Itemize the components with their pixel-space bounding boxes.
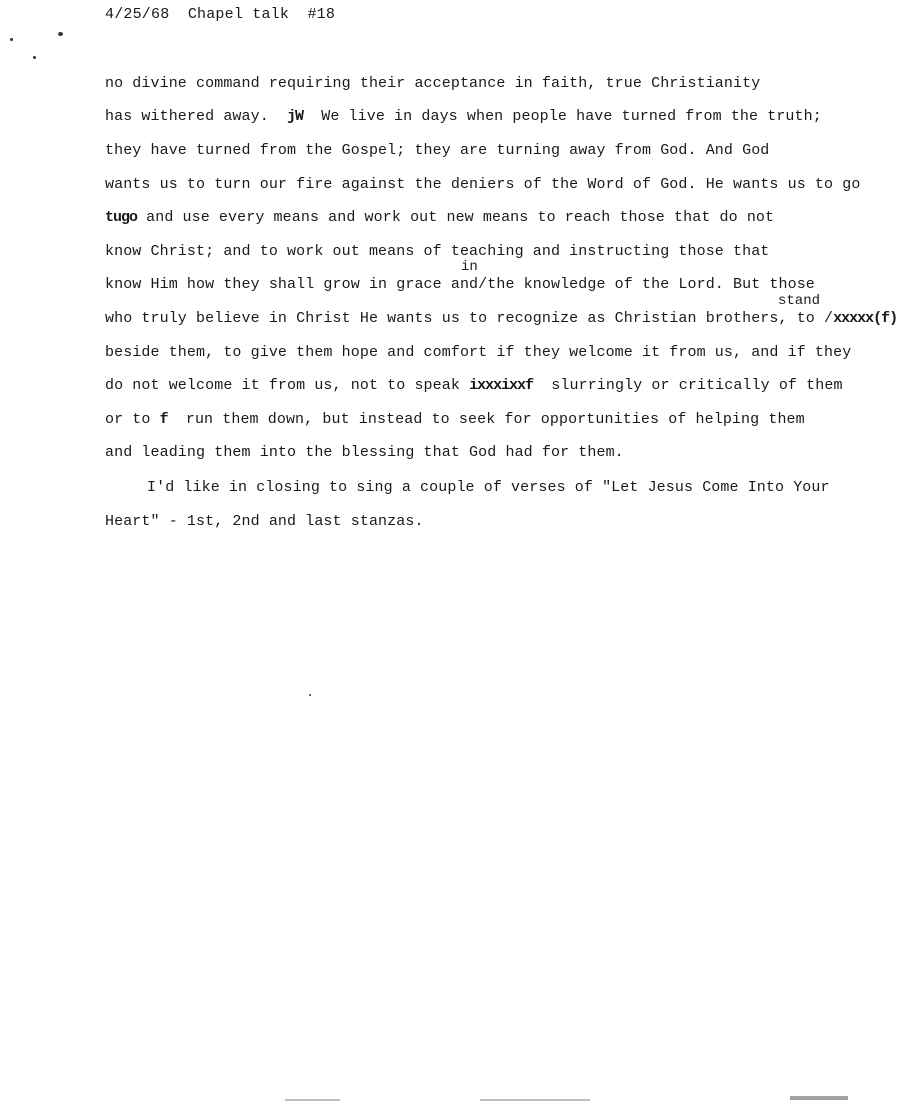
strikeover-text: ixxxixxf: [469, 377, 534, 394]
strikeover-text: jW: [287, 108, 304, 125]
body-line: no divine command requiring their acceptance in faith, true Christianity: [105, 75, 761, 92]
strikeover-text: xxxxx(f): [833, 310, 897, 327]
scan-speck: [33, 56, 36, 59]
body-line: know Him how they shall grow in grace and/the knowledge of the Lord. But those: [105, 276, 815, 293]
scan-speck: [309, 694, 311, 696]
body-line: wants us to turn our fire against the deniers of the Word of God. He wants us to go: [105, 176, 861, 193]
interlinear-insertion: in: [461, 259, 478, 275]
strikeover-text: f: [159, 411, 168, 428]
header-date: 4/25/68: [105, 6, 170, 23]
body-line: who truly believe in Christ He wants us to recognize as Christian brothers, to /xxxxx(f): [105, 310, 897, 327]
body-line: has withered away. jW We live in days when people have turned from the truth;: [105, 108, 822, 125]
body-line: know Christ; and to work out means of teaching and instructing those that: [105, 243, 770, 260]
body-line: they have turned from the Gospel; they are turning away from God. And God: [105, 142, 770, 159]
body-line: or to f run them down, but instead to seek for opportunities of helping them: [105, 411, 805, 428]
strikeover-text: tugo: [105, 209, 138, 226]
body-line: do not welcome it from us, not to speak ixxxixxf slurringly or critically of them: [105, 377, 843, 394]
scan-artifact: [790, 1096, 848, 1100]
scan-artifact: [480, 1099, 590, 1101]
header-title: Chapel talk: [187, 6, 290, 23]
body-line: Heart" - 1st, 2nd and last stanzas.: [105, 513, 424, 530]
interlinear-insertion: stand: [778, 293, 821, 309]
scan-speck: [10, 38, 13, 41]
header-number: #18: [307, 6, 336, 23]
body-line: tugo and use every means and work out new means to reach those that do not: [105, 209, 775, 226]
body-line: and leading them into the blessing that God had for them.: [105, 444, 624, 461]
page-header: [105, 6, 335, 23]
body-line: beside them, to give them hope and comfort if they welcome it from us, and if they: [105, 344, 852, 361]
body-line: I'd like in closing to sing a couple of verses of "Let Jesus Come Into Your: [147, 479, 830, 496]
scan-speck: [58, 32, 63, 36]
scan-artifact: [285, 1099, 340, 1101]
